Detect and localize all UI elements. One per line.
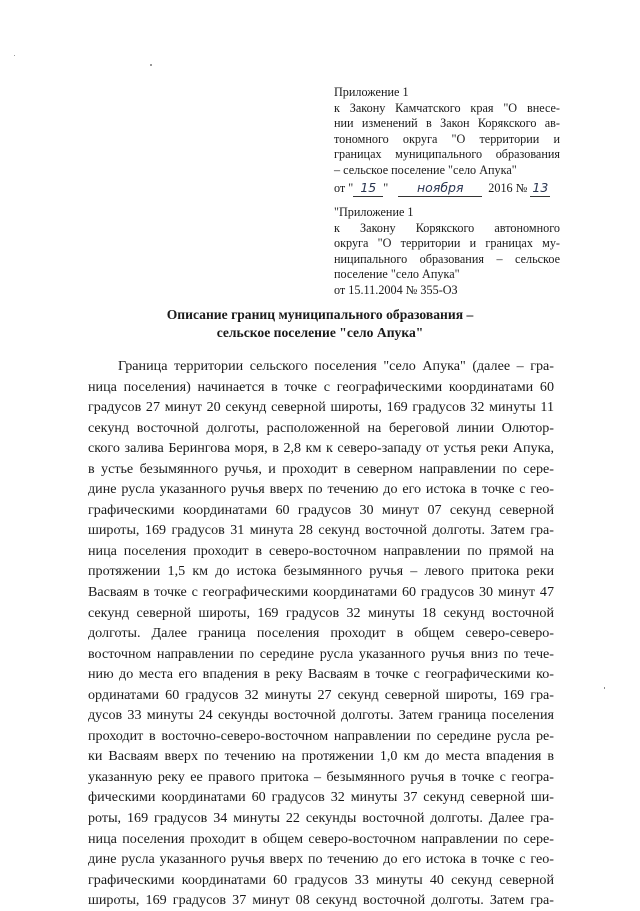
- date-prefix: от ": [334, 180, 354, 195]
- boundary-description: [88, 356, 554, 911]
- appendix-1-line: тономного округа "О территории и: [334, 131, 560, 146]
- body-line: дине русла указанного ручья вверх по течению до его истока в точке с гео-: [88, 851, 554, 868]
- appendix-2-header: [334, 205, 560, 299]
- body-line: графическими координатами 60 градусов 30 минут 07 секунд северной: [88, 501, 554, 518]
- body-line: ки Васваям вверх по течению на протяжении 1,0 км до места впадения в: [88, 748, 554, 765]
- body-line: в устье безымянного ручья, и проходит в северном направлении по сере-: [88, 460, 554, 477]
- body-line: дине русла указанного ручья вверх по течению до его истока в точке с гео-: [88, 481, 554, 498]
- appendix-2-line: к Закону Корякского автономного: [334, 220, 560, 235]
- handwritten-day: 15: [360, 179, 377, 195]
- body-line: Васваям в точке с географическими координатами 60 градусов 30 минут 47: [88, 584, 554, 601]
- date-year-number: 2016 №: [488, 180, 528, 195]
- appendix-2-line: "Приложение 1: [334, 205, 414, 219]
- body-line: ница поселения проходит в общем северо-восточном направлении по сере-: [88, 830, 554, 847]
- appendix-1-line: – сельское поселение "село Апука": [334, 162, 517, 177]
- body-line: графическими координатами 60 градусов 33 минуты 40 секунд северной: [88, 871, 554, 888]
- appendix-1-header: [334, 85, 560, 197]
- body-line: нию до места его впадения в реку Васваям в точке с географическими ко-: [88, 666, 554, 683]
- body-line: ского залива Берингова моря, в 2,8 км к северо-западу от устья реки Апука,: [88, 440, 554, 457]
- appendix-1-line: границах муниципального образования: [334, 147, 560, 162]
- appendix-2-line: ниципального образования – сельское: [334, 251, 560, 266]
- signing-date-line: [334, 180, 560, 198]
- body-line: восточном направлении по середине русла указанного ручья вниз по тече-: [88, 645, 554, 662]
- appendix-2-line: поселение "село Апука": [334, 267, 460, 282]
- handwritten-number: 13: [532, 179, 549, 195]
- body-line: ординатами 60 градусов 32 минуты 27 секунд северной широты, 169 гра-: [88, 686, 554, 703]
- appendix-1-line: к Закону Камчатского края "О внесе-: [334, 100, 560, 115]
- body-line: фическими координатами 60 градусов 32 минуты 37 секунд северной ши-: [88, 789, 554, 806]
- body-line: широты, 169 градусов 37 минут 08 секунд восточной долготы. Затем гра-: [88, 892, 554, 909]
- body-line: указанную реку ее правого притока – безымянного ручья в точке с геогра-: [88, 768, 554, 785]
- body-line: протяжении 1,5 км до истока безымянного ручья – левого притока реки: [88, 563, 554, 580]
- appendix-1-line: нии изменений в Закон Корякского ав-: [334, 116, 560, 131]
- scan-speck: [604, 687, 605, 689]
- body-line: проходит в восточно-северо-восточном направлении по середине русла ре-: [88, 727, 554, 744]
- body-line: долготы. Далее граница поселения проходит в общем северо-северо-: [88, 625, 554, 642]
- body-line: градусов 27 минут 20 секунд северной широты, 169 градусов 32 минуты 11: [88, 399, 554, 416]
- body-line: дусов 33 минуты 24 секунды восточной долготы. Затем граница поселения: [88, 707, 554, 724]
- body-line: роты, 169 градусов 34 минуты 22 секунды восточной долготы. Далее гра-: [88, 810, 554, 827]
- scan-speck: [14, 55, 15, 56]
- appendix-1-line: Приложение 1: [334, 85, 409, 99]
- document-title: [60, 306, 580, 342]
- body-line: широты, 169 градусов 31 минута 28 секунд восточной долготы. Затем гра-: [88, 522, 554, 539]
- body-line: ница поселения) начинается в точке с географическими координатами 60: [88, 378, 554, 395]
- body-line: ница поселения проходит в северо-восточном направлении по прямой на: [88, 542, 554, 559]
- body-line: секунд северной широты, 169 градусов 32 минуты 18 секунд восточной: [88, 604, 554, 621]
- document-title-line: сельское поселение "село Апука": [216, 325, 424, 340]
- body-line: секунд восточной долготы, расположенной на береговой линии Олютор-: [88, 419, 554, 436]
- scan-speck: [150, 64, 152, 66]
- appendix-2-line: округа "О территории и границах му-: [334, 236, 560, 251]
- body-line: Граница территории сельского поселения "село Апука" (далее – гра-: [118, 358, 554, 374]
- appendix-2-line: от 15.11.2004 № 355-ОЗ: [334, 282, 458, 297]
- handwritten-month: ноября: [417, 179, 464, 195]
- date-quote: ": [383, 180, 389, 195]
- document-title-line: Описание границ муниципального образования –: [166, 307, 474, 322]
